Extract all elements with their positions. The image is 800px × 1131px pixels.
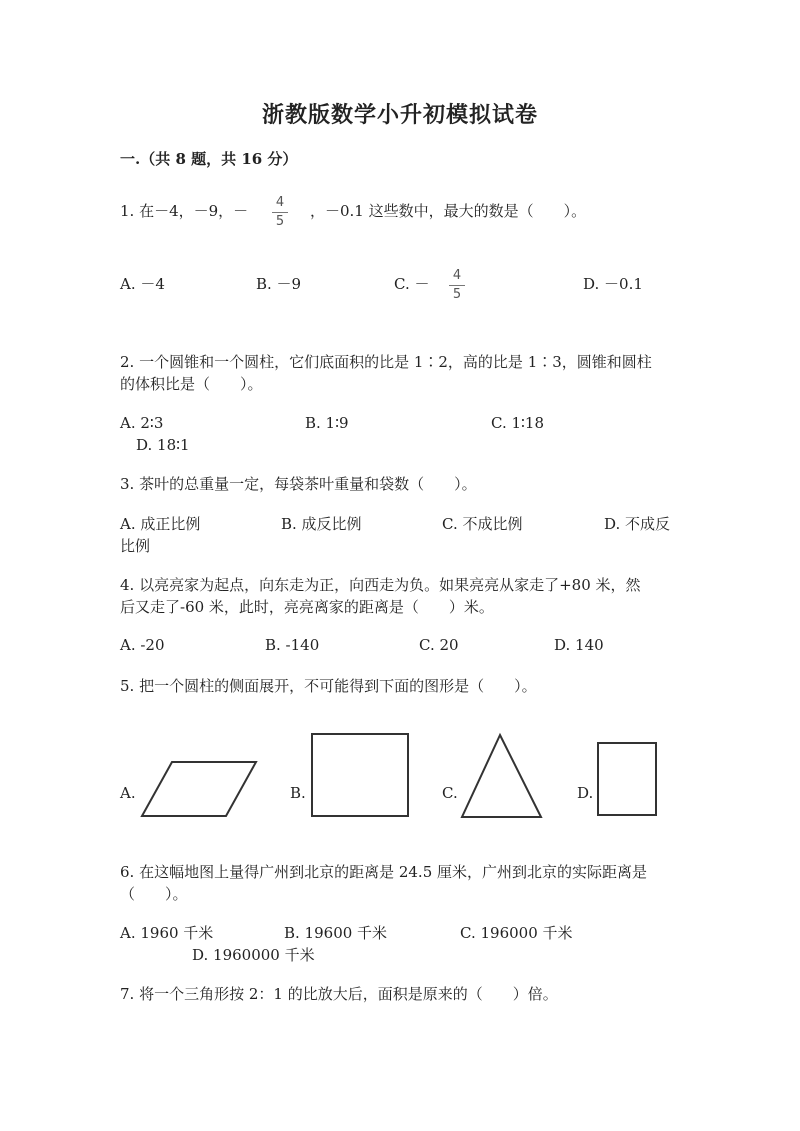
section-heading: 一.（共 8 题，共 16 分）	[120, 150, 298, 168]
option-a[interactable]: A. 1960 千米	[120, 924, 214, 942]
question-1-text-after: ，－0.1 这些数中，最大的数是（ ）。	[310, 202, 587, 220]
option-a-label[interactable]: A.	[120, 784, 136, 802]
rectangle-figure[interactable]	[596, 741, 658, 817]
parallelogram-figure[interactable]	[140, 760, 260, 820]
question-6-line-1: 6. 在这幅地图上量得广州到北京的距离是 24.5 厘米，广州到北京的实际距离是	[120, 863, 648, 881]
parallelogram-shape	[142, 762, 256, 816]
fraction-four-fifths	[272, 195, 288, 230]
option-b[interactable]: B. 19600 千米	[284, 924, 388, 942]
triangle-figure[interactable]	[460, 733, 544, 819]
fraction-bar	[272, 212, 288, 213]
question-4-line-1: 4. 以亮亮家为起点，向东走为正，向西走为负。如果亮亮从家走了+80 米，然	[120, 576, 641, 594]
question-7-text: 7. 将一个三角形按 2：1 的比放大后，面积是原来的（ ）倍。	[120, 985, 558, 1003]
question-2-line-2: 的体积比是（ ）。	[120, 375, 263, 393]
option-b[interactable]: B. 成反比例	[281, 515, 362, 533]
option-c[interactable]: C. 不成比例	[442, 515, 523, 533]
option-d[interactable]: D. 140	[554, 636, 604, 654]
option-c[interactable]: C. －	[394, 275, 430, 293]
option-c-label[interactable]: C.	[442, 784, 458, 802]
fraction-numerator: 4	[452, 268, 462, 283]
option-a[interactable]: A. 成正比例	[120, 515, 201, 533]
option-c-fraction	[449, 268, 465, 303]
question-6-line-2: （ ）。	[120, 885, 188, 903]
option-b-label[interactable]: B.	[290, 784, 306, 802]
question-3-text: 3. 茶叶的总重量一定，每袋茶叶重量和袋数（ ）。	[120, 475, 477, 493]
option-d-continued[interactable]: 比例	[120, 537, 151, 555]
square-figure[interactable]	[310, 732, 410, 818]
option-a[interactable]: A. -20	[120, 636, 165, 654]
rectangle-shape	[598, 743, 656, 815]
question-5-text: 5. 把一个圆柱的侧面展开，不可能得到下面的图形是（ ）。	[120, 677, 537, 695]
option-b[interactable]: B. 1∶9	[305, 414, 349, 432]
fraction-bar	[449, 285, 465, 286]
option-c[interactable]: C. 1∶18	[491, 414, 545, 432]
option-d[interactable]: D. 18∶1	[136, 436, 190, 454]
question-1-text-before: 1. 在－4，－9，－	[120, 202, 249, 220]
option-a[interactable]: A. 2∶3	[120, 414, 164, 432]
option-d-label[interactable]: D.	[577, 784, 594, 802]
square-shape	[312, 734, 408, 816]
option-b[interactable]: B. -140	[265, 636, 320, 654]
fraction-denominator: 5	[275, 214, 285, 229]
question-4-line-2: 后又走了-60 米，此时，亮亮离家的距离是（ ）米。	[120, 598, 494, 616]
option-b[interactable]: B. －9	[256, 275, 302, 293]
triangle-shape	[462, 735, 541, 817]
option-d[interactable]: D. －0.1	[583, 275, 643, 293]
page-title: 浙教版数学小升初模拟试卷	[261, 102, 538, 128]
question-2-line-1: 2. 一个圆锥和一个圆柱，它们底面积的比是 1∶2，高的比是 1∶3，圆锥和圆柱	[120, 353, 652, 371]
fraction-numerator: 4	[275, 195, 285, 210]
option-d[interactable]: D. 不成反	[604, 515, 671, 533]
option-d[interactable]: D. 1960000 千米	[192, 946, 315, 964]
option-c[interactable]: C. 196000 千米	[460, 924, 573, 942]
option-c[interactable]: C. 20	[419, 636, 459, 654]
option-a[interactable]: A. －4	[120, 275, 165, 293]
fraction-denominator: 5	[452, 287, 462, 302]
